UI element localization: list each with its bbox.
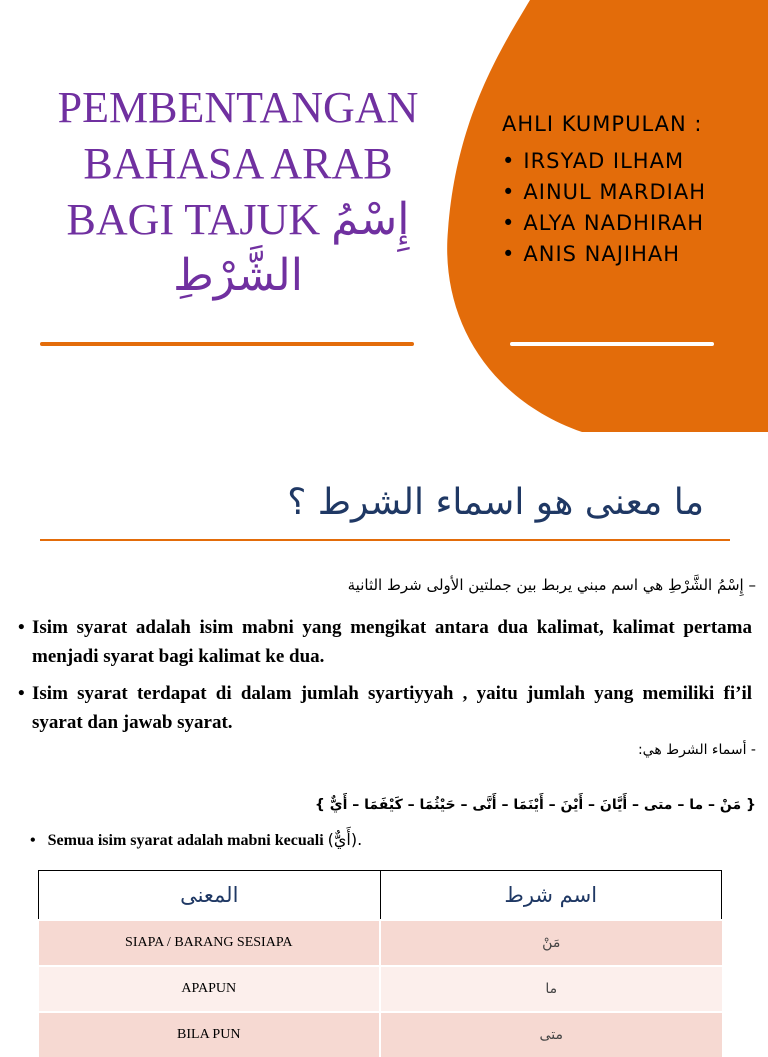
title-line-2: BAHASA ARAB	[83, 139, 393, 188]
member-item: • ALYA NADHIRAH	[502, 208, 706, 239]
slide2-title: ما معنى هو اسماء الشرط ؟	[287, 482, 704, 523]
cell-meaning: SIAPA / BARANG SESIAPA	[39, 920, 381, 966]
members-heading: AHLI KUMPULAN :	[502, 112, 703, 136]
title-line-3: BAGI TAJUK	[66, 195, 321, 244]
meaning-table	[38, 870, 722, 1057]
title-rule	[40, 539, 730, 541]
title-arabic: إِسْمُ الشَّرْطِ	[173, 195, 410, 300]
title-slide	[0, 0, 768, 432]
names-list: { مَنْ – ما – متى – أَيَّانَ – أَيْنَ – أَيْنَمَا – أَنَّى – حَيْثُمَا – كَيْفَمَا – أَيٌّ }	[314, 797, 756, 813]
table-row	[39, 1012, 722, 1057]
bullet-text: Isim syarat adalah isim mabni yang mengikat antara dua kalimat, kalimat pertama menjadi syarat bagi kalimat ke dua.	[32, 617, 752, 667]
bullet-item: • Isim syarat terdapat di dalam jumlah syartiyyah , yaitu jumlah yang memiliki fi’il syarat dan jawab syarat.	[18, 679, 752, 737]
header-ism-syarat: اسم شرط	[380, 871, 722, 921]
cell-meaning: BILA PUN	[39, 1012, 381, 1057]
member-item: • AINUL MARDIAH	[502, 177, 706, 208]
cell-ism: مَنْ	[380, 920, 722, 966]
note-line: • Semua isim syarat adalah mabni kecuali (أَيٌّ).	[30, 830, 363, 849]
content-slide	[0, 440, 768, 1043]
title-underline	[40, 342, 414, 346]
note-text: Semua isim syarat adalah mabni kecuali	[47, 832, 324, 849]
group-members	[502, 112, 706, 270]
header-meaning: المعنى	[39, 871, 381, 921]
note-arabic: (أَيٌّ).	[327, 830, 363, 849]
definition-line	[348, 576, 756, 594]
names-heading: - أسماء الشرط هي:	[637, 742, 756, 758]
cell-ism: متى	[380, 1012, 722, 1057]
definition-marker: –	[748, 576, 756, 594]
cell-meaning: APAPUN	[39, 966, 381, 1012]
table-row	[39, 920, 722, 966]
bullet-text: Isim syarat terdapat di dalam jumlah syartiyyah , yaitu jumlah yang memiliki fi’il syarat dan jawab syarat.	[32, 683, 752, 733]
table-row	[39, 966, 722, 1012]
member-item: • IRSYAD ILHAM	[502, 146, 706, 177]
cell-ism: ما	[380, 966, 722, 1012]
slide-title	[28, 80, 448, 304]
member-item: • ANIS NAJIHAH	[502, 239, 706, 270]
members-underline	[510, 342, 714, 346]
title-line-1: PEMBENTANGAN	[57, 83, 419, 132]
bullet-item: • Isim syarat adalah isim mabni yang mengikat antara dua kalimat, kalimat pertama menjadi syarat bagi kalimat ke dua.	[18, 613, 752, 671]
definition-text: إِسْمُ الشَّرْطِ هي اسم مبني يربط بين جملتين الأولى شرط الثانية	[347, 576, 744, 594]
